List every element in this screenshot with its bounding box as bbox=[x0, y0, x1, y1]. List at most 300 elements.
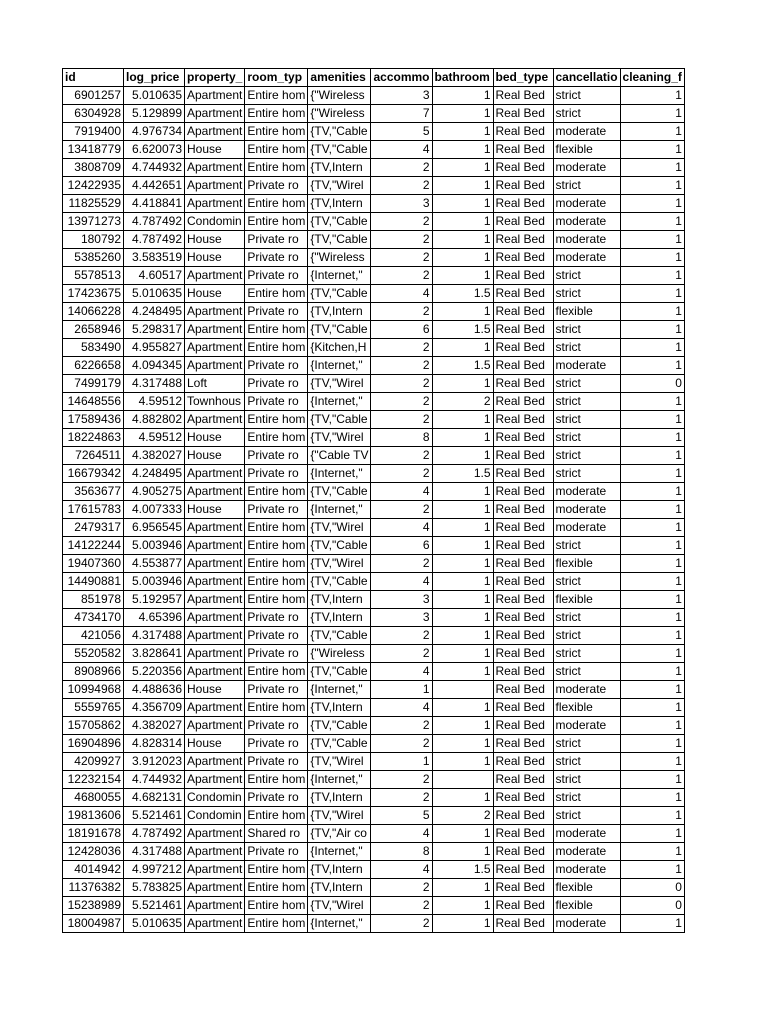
cell-cleaning-fee[interactable]: 1 bbox=[620, 159, 684, 177]
cell-amenities[interactable]: {"Wireless bbox=[308, 249, 371, 267]
cell-cleaning-fee[interactable]: 1 bbox=[620, 555, 684, 573]
cell-room-type[interactable]: Entire hom bbox=[245, 771, 308, 789]
cell-cleaning-fee[interactable]: 1 bbox=[620, 519, 684, 537]
cell-bathrooms[interactable]: 1 bbox=[432, 213, 493, 231]
cell-property-type[interactable]: Apartment bbox=[185, 465, 245, 483]
cell-bathrooms[interactable]: 1 bbox=[432, 789, 493, 807]
cell-id[interactable]: 14122244 bbox=[63, 537, 124, 555]
cell-log-price[interactable]: 4.955827 bbox=[124, 339, 185, 357]
cell-bathrooms[interactable]: 2 bbox=[432, 807, 493, 825]
cell-log-price[interactable]: 4.828314 bbox=[124, 735, 185, 753]
cell-amenities[interactable]: {TV,"Cable bbox=[308, 411, 371, 429]
cell-bed-type[interactable]: Real Bed bbox=[493, 393, 553, 411]
cell-room-type[interactable]: Entire hom bbox=[245, 861, 308, 879]
cell-accommodates[interactable]: 2 bbox=[371, 357, 432, 375]
cell-amenities[interactable]: {Internet," bbox=[308, 393, 371, 411]
cell-amenities[interactable]: {TV,"Wirel bbox=[308, 375, 371, 393]
cell-cancellation-policy[interactable]: strict bbox=[553, 627, 620, 645]
cell-bed-type[interactable]: Real Bed bbox=[493, 573, 553, 591]
cell-room-type[interactable]: Entire hom bbox=[245, 321, 308, 339]
cell-id[interactable]: 14490881 bbox=[63, 573, 124, 591]
cell-amenities[interactable]: {TV,"Cable bbox=[308, 123, 371, 141]
cell-bed-type[interactable]: Real Bed bbox=[493, 609, 553, 627]
cell-room-type[interactable]: Private ro bbox=[245, 501, 308, 519]
cell-log-price[interactable]: 4.356709 bbox=[124, 699, 185, 717]
cell-bathrooms[interactable]: 1 bbox=[432, 501, 493, 519]
cell-cleaning-fee[interactable]: 1 bbox=[620, 915, 684, 933]
cell-amenities[interactable]: {TV,"Cable bbox=[308, 717, 371, 735]
cell-bed-type[interactable]: Real Bed bbox=[493, 735, 553, 753]
cell-cleaning-fee[interactable]: 1 bbox=[620, 501, 684, 519]
cell-property-type[interactable]: Apartment bbox=[185, 753, 245, 771]
cell-room-type[interactable]: Private ro bbox=[245, 609, 308, 627]
cell-room-type[interactable]: Private ro bbox=[245, 645, 308, 663]
cell-amenities[interactable]: {TV,"Cable bbox=[308, 141, 371, 159]
cell-accommodates[interactable]: 4 bbox=[371, 861, 432, 879]
cell-id[interactable]: 5559765 bbox=[63, 699, 124, 717]
cell-bathrooms[interactable]: 1 bbox=[432, 105, 493, 123]
cell-room-type[interactable]: Private ro bbox=[245, 231, 308, 249]
cell-property-type[interactable]: Apartment bbox=[185, 519, 245, 537]
cell-id[interactable]: 18004987 bbox=[63, 915, 124, 933]
cell-room-type[interactable]: Entire hom bbox=[245, 339, 308, 357]
cell-property-type[interactable]: Apartment bbox=[185, 267, 245, 285]
cell-amenities[interactable]: {TV,Intern bbox=[308, 303, 371, 321]
cell-log-price[interactable]: 5.129899 bbox=[124, 105, 185, 123]
cell-room-type[interactable]: Entire hom bbox=[245, 537, 308, 555]
cell-room-type[interactable]: Entire hom bbox=[245, 807, 308, 825]
cell-amenities[interactable]: {Internet," bbox=[308, 771, 371, 789]
cell-room-type[interactable]: Private ro bbox=[245, 177, 308, 195]
cell-accommodates[interactable]: 3 bbox=[371, 591, 432, 609]
cell-cancellation-policy[interactable]: strict bbox=[553, 807, 620, 825]
cell-cancellation-policy[interactable]: moderate bbox=[553, 519, 620, 537]
cell-amenities[interactable]: {TV,"Wirel bbox=[308, 807, 371, 825]
cell-cancellation-policy[interactable]: moderate bbox=[553, 717, 620, 735]
column-header-bed-type[interactable]: bed_type bbox=[493, 69, 553, 87]
cell-cleaning-fee[interactable]: 1 bbox=[620, 663, 684, 681]
cell-property-type[interactable]: House bbox=[185, 141, 245, 159]
cell-accommodates[interactable]: 2 bbox=[371, 267, 432, 285]
cell-bed-type[interactable]: Real Bed bbox=[493, 375, 553, 393]
cell-property-type[interactable]: Apartment bbox=[185, 771, 245, 789]
column-header-property-type[interactable]: property_ bbox=[185, 69, 245, 87]
cell-id[interactable]: 16679342 bbox=[63, 465, 124, 483]
cell-bathrooms[interactable]: 1 bbox=[432, 231, 493, 249]
cell-room-type[interactable]: Entire hom bbox=[245, 915, 308, 933]
cell-cancellation-policy[interactable]: flexible bbox=[553, 303, 620, 321]
cell-room-type[interactable]: Entire hom bbox=[245, 483, 308, 501]
cell-cleaning-fee[interactable]: 1 bbox=[620, 411, 684, 429]
cell-bathrooms[interactable]: 1 bbox=[432, 519, 493, 537]
cell-bathrooms[interactable]: 1 bbox=[432, 699, 493, 717]
cell-cancellation-policy[interactable]: strict bbox=[553, 609, 620, 627]
cell-log-price[interactable]: 4.007333 bbox=[124, 501, 185, 519]
cell-bed-type[interactable]: Real Bed bbox=[493, 87, 553, 105]
column-header-log-price[interactable]: log_price bbox=[124, 69, 185, 87]
cell-accommodates[interactable]: 2 bbox=[371, 393, 432, 411]
cell-property-type[interactable]: Apartment bbox=[185, 825, 245, 843]
cell-cleaning-fee[interactable]: 1 bbox=[620, 573, 684, 591]
cell-id[interactable]: 19407360 bbox=[63, 555, 124, 573]
cell-cancellation-policy[interactable]: strict bbox=[553, 645, 620, 663]
cell-bathrooms[interactable]: 1 bbox=[432, 375, 493, 393]
cell-accommodates[interactable]: 2 bbox=[371, 717, 432, 735]
cell-property-type[interactable]: Apartment bbox=[185, 915, 245, 933]
cell-accommodates[interactable]: 3 bbox=[371, 609, 432, 627]
cell-bathrooms[interactable]: 1 bbox=[432, 87, 493, 105]
cell-property-type[interactable]: House bbox=[185, 681, 245, 699]
cell-property-type[interactable]: Apartment bbox=[185, 897, 245, 915]
cell-accommodates[interactable]: 2 bbox=[371, 771, 432, 789]
cell-accommodates[interactable]: 2 bbox=[371, 411, 432, 429]
cell-property-type[interactable]: Apartment bbox=[185, 195, 245, 213]
cell-bathrooms[interactable]: 1.5 bbox=[432, 357, 493, 375]
cell-cleaning-fee[interactable]: 1 bbox=[620, 699, 684, 717]
cell-cleaning-fee[interactable]: 1 bbox=[620, 627, 684, 645]
cell-cleaning-fee[interactable]: 1 bbox=[620, 717, 684, 735]
cell-cleaning-fee[interactable]: 1 bbox=[620, 267, 684, 285]
cell-bathrooms[interactable]: 1 bbox=[432, 123, 493, 141]
cell-cancellation-policy[interactable]: moderate bbox=[553, 843, 620, 861]
cell-cleaning-fee[interactable]: 1 bbox=[620, 357, 684, 375]
cell-bathrooms[interactable]: 1 bbox=[432, 249, 493, 267]
cell-bathrooms[interactable]: 1.5 bbox=[432, 465, 493, 483]
column-header-id[interactable]: id bbox=[63, 69, 124, 87]
cell-property-type[interactable]: House bbox=[185, 735, 245, 753]
cell-id[interactable]: 19813606 bbox=[63, 807, 124, 825]
cell-amenities[interactable]: {TV,"Wirel bbox=[308, 555, 371, 573]
cell-cleaning-fee[interactable]: 0 bbox=[620, 375, 684, 393]
cell-cleaning-fee[interactable]: 1 bbox=[620, 141, 684, 159]
cell-cancellation-policy[interactable]: strict bbox=[553, 285, 620, 303]
cell-room-type[interactable]: Private ro bbox=[245, 267, 308, 285]
cell-cancellation-policy[interactable]: strict bbox=[553, 447, 620, 465]
cell-amenities[interactable]: {Kitchen,H bbox=[308, 339, 371, 357]
cell-bathrooms[interactable]: 1 bbox=[432, 591, 493, 609]
cell-id[interactable]: 13971273 bbox=[63, 213, 124, 231]
cell-property-type[interactable]: Apartment bbox=[185, 591, 245, 609]
cell-property-type[interactable]: Apartment bbox=[185, 411, 245, 429]
cell-id[interactable]: 7264511 bbox=[63, 447, 124, 465]
cell-bathrooms[interactable]: 1 bbox=[432, 555, 493, 573]
cell-log-price[interactable]: 4.787492 bbox=[124, 213, 185, 231]
cell-accommodates[interactable]: 2 bbox=[371, 231, 432, 249]
cell-cancellation-policy[interactable]: strict bbox=[553, 393, 620, 411]
cell-amenities[interactable]: {TV,Intern bbox=[308, 159, 371, 177]
column-header-cancellation-policy[interactable]: cancellatio bbox=[553, 69, 620, 87]
cell-bathrooms[interactable]: 1 bbox=[432, 609, 493, 627]
cell-accommodates[interactable]: 2 bbox=[371, 339, 432, 357]
cell-id[interactable]: 583490 bbox=[63, 339, 124, 357]
cell-bed-type[interactable]: Real Bed bbox=[493, 825, 553, 843]
cell-cancellation-policy[interactable]: flexible bbox=[553, 555, 620, 573]
cell-property-type[interactable]: Apartment bbox=[185, 123, 245, 141]
cell-bathrooms[interactable]: 1.5 bbox=[432, 861, 493, 879]
cell-property-type[interactable]: Apartment bbox=[185, 87, 245, 105]
cell-bathrooms[interactable]: 1 bbox=[432, 645, 493, 663]
cell-bed-type[interactable]: Real Bed bbox=[493, 699, 553, 717]
cell-bed-type[interactable]: Real Bed bbox=[493, 123, 553, 141]
cell-amenities[interactable]: {Internet," bbox=[308, 465, 371, 483]
cell-cleaning-fee[interactable]: 1 bbox=[620, 339, 684, 357]
cell-property-type[interactable]: Apartment bbox=[185, 717, 245, 735]
cell-bathrooms[interactable]: 1 bbox=[432, 627, 493, 645]
cell-bathrooms[interactable]: 1 bbox=[432, 879, 493, 897]
cell-accommodates[interactable]: 6 bbox=[371, 321, 432, 339]
cell-amenities[interactable]: {TV,"Cable bbox=[308, 627, 371, 645]
cell-id[interactable]: 7919400 bbox=[63, 123, 124, 141]
cell-accommodates[interactable]: 2 bbox=[371, 447, 432, 465]
cell-property-type[interactable]: Apartment bbox=[185, 339, 245, 357]
cell-bed-type[interactable]: Real Bed bbox=[493, 501, 553, 519]
cell-id[interactable]: 6304928 bbox=[63, 105, 124, 123]
cell-log-price[interactable]: 4.382027 bbox=[124, 447, 185, 465]
cell-id[interactable]: 11825529 bbox=[63, 195, 124, 213]
cell-accommodates[interactable]: 2 bbox=[371, 249, 432, 267]
cell-property-type[interactable]: Apartment bbox=[185, 537, 245, 555]
cell-accommodates[interactable]: 4 bbox=[371, 483, 432, 501]
cell-bathrooms[interactable]: 1 bbox=[432, 303, 493, 321]
cell-id[interactable]: 3563677 bbox=[63, 483, 124, 501]
cell-room-type[interactable]: Private ro bbox=[245, 249, 308, 267]
cell-cleaning-fee[interactable]: 1 bbox=[620, 303, 684, 321]
cell-bathrooms[interactable]: 1 bbox=[432, 141, 493, 159]
cell-room-type[interactable]: Entire hom bbox=[245, 897, 308, 915]
cell-id[interactable]: 421056 bbox=[63, 627, 124, 645]
cell-accommodates[interactable]: 2 bbox=[371, 645, 432, 663]
cell-amenities[interactable]: {Internet," bbox=[308, 681, 371, 699]
cell-accommodates[interactable]: 2 bbox=[371, 627, 432, 645]
cell-bed-type[interactable]: Real Bed bbox=[493, 285, 553, 303]
cell-log-price[interactable]: 6.620073 bbox=[124, 141, 185, 159]
cell-cancellation-policy[interactable]: flexible bbox=[553, 141, 620, 159]
cell-cancellation-policy[interactable]: moderate bbox=[553, 501, 620, 519]
cell-id[interactable]: 5520582 bbox=[63, 645, 124, 663]
cell-log-price[interactable]: 4.744932 bbox=[124, 159, 185, 177]
cell-cancellation-policy[interactable]: strict bbox=[553, 411, 620, 429]
cell-bed-type[interactable]: Real Bed bbox=[493, 213, 553, 231]
cell-accommodates[interactable]: 8 bbox=[371, 429, 432, 447]
cell-property-type[interactable]: House bbox=[185, 285, 245, 303]
cell-room-type[interactable]: Shared ro bbox=[245, 825, 308, 843]
cell-accommodates[interactable]: 1 bbox=[371, 681, 432, 699]
cell-bed-type[interactable]: Real Bed bbox=[493, 195, 553, 213]
cell-amenities[interactable]: {TV,"Cable bbox=[308, 573, 371, 591]
cell-log-price[interactable]: 4.317488 bbox=[124, 627, 185, 645]
cell-bathrooms[interactable] bbox=[432, 771, 493, 789]
cell-room-type[interactable]: Entire hom bbox=[245, 699, 308, 717]
cell-property-type[interactable]: Apartment bbox=[185, 555, 245, 573]
cell-property-type[interactable]: Apartment bbox=[185, 879, 245, 897]
cell-cancellation-policy[interactable]: strict bbox=[553, 663, 620, 681]
cell-cleaning-fee[interactable]: 1 bbox=[620, 429, 684, 447]
cell-id[interactable]: 2479317 bbox=[63, 519, 124, 537]
cell-cleaning-fee[interactable]: 1 bbox=[620, 213, 684, 231]
cell-bed-type[interactable]: Real Bed bbox=[493, 627, 553, 645]
cell-bed-type[interactable]: Real Bed bbox=[493, 843, 553, 861]
cell-property-type[interactable]: Apartment bbox=[185, 159, 245, 177]
cell-cleaning-fee[interactable]: 1 bbox=[620, 483, 684, 501]
cell-log-price[interactable]: 5.298317 bbox=[124, 321, 185, 339]
cell-amenities[interactable]: {TV,"Cable bbox=[308, 231, 371, 249]
cell-room-type[interactable]: Entire hom bbox=[245, 663, 308, 681]
cell-amenities[interactable]: {TV,Intern bbox=[308, 591, 371, 609]
cell-cleaning-fee[interactable]: 1 bbox=[620, 321, 684, 339]
cell-log-price[interactable]: 4.65396 bbox=[124, 609, 185, 627]
cell-cancellation-policy[interactable]: strict bbox=[553, 105, 620, 123]
cell-bed-type[interactable]: Real Bed bbox=[493, 663, 553, 681]
cell-property-type[interactable]: Condomin bbox=[185, 807, 245, 825]
cell-amenities[interactable]: {Internet," bbox=[308, 357, 371, 375]
cell-cancellation-policy[interactable]: strict bbox=[553, 537, 620, 555]
cell-bed-type[interactable]: Real Bed bbox=[493, 339, 553, 357]
cell-bathrooms[interactable]: 1 bbox=[432, 717, 493, 735]
cell-room-type[interactable]: Private ro bbox=[245, 465, 308, 483]
cell-cancellation-policy[interactable]: moderate bbox=[553, 861, 620, 879]
cell-bathrooms[interactable]: 1 bbox=[432, 825, 493, 843]
cell-amenities[interactable]: {Internet," bbox=[308, 915, 371, 933]
cell-bed-type[interactable]: Real Bed bbox=[493, 447, 553, 465]
cell-property-type[interactable]: Apartment bbox=[185, 303, 245, 321]
cell-accommodates[interactable]: 2 bbox=[371, 465, 432, 483]
cell-room-type[interactable]: Private ro bbox=[245, 753, 308, 771]
cell-id[interactable]: 2658946 bbox=[63, 321, 124, 339]
cell-log-price[interactable]: 4.997212 bbox=[124, 861, 185, 879]
cell-accommodates[interactable]: 4 bbox=[371, 825, 432, 843]
cell-amenities[interactable]: {TV,"Cable bbox=[308, 735, 371, 753]
cell-property-type[interactable]: Townhous bbox=[185, 393, 245, 411]
column-header-bathrooms[interactable]: bathroom bbox=[432, 69, 493, 87]
cell-accommodates[interactable]: 7 bbox=[371, 105, 432, 123]
cell-id[interactable]: 15238989 bbox=[63, 897, 124, 915]
cell-room-type[interactable]: Entire hom bbox=[245, 555, 308, 573]
cell-room-type[interactable]: Entire hom bbox=[245, 87, 308, 105]
cell-amenities[interactable]: {TV,"Wirel bbox=[308, 897, 371, 915]
cell-log-price[interactable]: 4.976734 bbox=[124, 123, 185, 141]
cell-accommodates[interactable]: 2 bbox=[371, 879, 432, 897]
cell-cleaning-fee[interactable]: 1 bbox=[620, 105, 684, 123]
cell-log-price[interactable]: 5.010635 bbox=[124, 915, 185, 933]
cell-amenities[interactable]: {"Cable TV bbox=[308, 447, 371, 465]
cell-bathrooms[interactable]: 1 bbox=[432, 897, 493, 915]
cell-accommodates[interactable]: 5 bbox=[371, 123, 432, 141]
cell-log-price[interactable]: 4.418841 bbox=[124, 195, 185, 213]
cell-bed-type[interactable]: Real Bed bbox=[493, 645, 553, 663]
cell-bed-type[interactable]: Real Bed bbox=[493, 483, 553, 501]
cell-bed-type[interactable]: Real Bed bbox=[493, 177, 553, 195]
cell-bed-type[interactable]: Real Bed bbox=[493, 249, 553, 267]
cell-id[interactable]: 16904896 bbox=[63, 735, 124, 753]
cell-cleaning-fee[interactable]: 0 bbox=[620, 879, 684, 897]
cell-room-type[interactable]: Entire hom bbox=[245, 573, 308, 591]
cell-cancellation-policy[interactable]: moderate bbox=[553, 915, 620, 933]
cell-bed-type[interactable]: Real Bed bbox=[493, 879, 553, 897]
cell-id[interactable]: 4014942 bbox=[63, 861, 124, 879]
cell-amenities[interactable]: {TV,"Wirel bbox=[308, 753, 371, 771]
cell-accommodates[interactable]: 2 bbox=[371, 555, 432, 573]
cell-id[interactable]: 5385260 bbox=[63, 249, 124, 267]
cell-id[interactable]: 15705862 bbox=[63, 717, 124, 735]
cell-cleaning-fee[interactable]: 1 bbox=[620, 285, 684, 303]
cell-amenities[interactable]: {TV,"Wirel bbox=[308, 177, 371, 195]
cell-property-type[interactable]: Apartment bbox=[185, 573, 245, 591]
cell-cancellation-policy[interactable]: strict bbox=[553, 771, 620, 789]
cell-cleaning-fee[interactable]: 1 bbox=[620, 591, 684, 609]
cell-cleaning-fee[interactable]: 1 bbox=[620, 735, 684, 753]
cell-bed-type[interactable]: Real Bed bbox=[493, 465, 553, 483]
cell-log-price[interactable]: 3.583519 bbox=[124, 249, 185, 267]
cell-id[interactable]: 17423675 bbox=[63, 285, 124, 303]
cell-room-type[interactable]: Private ro bbox=[245, 393, 308, 411]
cell-amenities[interactable]: {TV,Intern bbox=[308, 195, 371, 213]
cell-bathrooms[interactable] bbox=[432, 681, 493, 699]
cell-bed-type[interactable]: Real Bed bbox=[493, 861, 553, 879]
cell-amenities[interactable]: {TV,"Cable bbox=[308, 321, 371, 339]
cell-property-type[interactable]: Apartment bbox=[185, 609, 245, 627]
cell-id[interactable]: 180792 bbox=[63, 231, 124, 249]
cell-cancellation-policy[interactable]: moderate bbox=[553, 249, 620, 267]
cell-bathrooms[interactable]: 1 bbox=[432, 573, 493, 591]
cell-property-type[interactable]: House bbox=[185, 501, 245, 519]
cell-cleaning-fee[interactable]: 1 bbox=[620, 645, 684, 663]
cell-cancellation-policy[interactable]: moderate bbox=[553, 681, 620, 699]
cell-amenities[interactable]: {TV,Intern bbox=[308, 861, 371, 879]
cell-cleaning-fee[interactable]: 1 bbox=[620, 753, 684, 771]
cell-id[interactable]: 4734170 bbox=[63, 609, 124, 627]
cell-cleaning-fee[interactable]: 1 bbox=[620, 177, 684, 195]
cell-amenities[interactable]: {"Wireless bbox=[308, 645, 371, 663]
cell-log-price[interactable]: 5.521461 bbox=[124, 897, 185, 915]
cell-amenities[interactable]: {TV,"Cable bbox=[308, 663, 371, 681]
cell-amenities[interactable]: {TV,Intern bbox=[308, 789, 371, 807]
cell-cancellation-policy[interactable]: moderate bbox=[553, 159, 620, 177]
cell-id[interactable]: 7499179 bbox=[63, 375, 124, 393]
cell-accommodates[interactable]: 2 bbox=[371, 897, 432, 915]
cell-cleaning-fee[interactable]: 1 bbox=[620, 249, 684, 267]
cell-cleaning-fee[interactable]: 1 bbox=[620, 609, 684, 627]
cell-room-type[interactable]: Entire hom bbox=[245, 285, 308, 303]
cell-cleaning-fee[interactable]: 1 bbox=[620, 465, 684, 483]
cell-property-type[interactable]: Apartment bbox=[185, 627, 245, 645]
cell-id[interactable]: 851978 bbox=[63, 591, 124, 609]
cell-id[interactable]: 3808709 bbox=[63, 159, 124, 177]
cell-amenities[interactable]: {TV,"Cable bbox=[308, 285, 371, 303]
cell-room-type[interactable]: Private ro bbox=[245, 843, 308, 861]
cell-bed-type[interactable]: Real Bed bbox=[493, 429, 553, 447]
cell-log-price[interactable]: 4.60517 bbox=[124, 267, 185, 285]
cell-cancellation-policy[interactable]: flexible bbox=[553, 591, 620, 609]
cell-cancellation-policy[interactable]: strict bbox=[553, 465, 620, 483]
cell-property-type[interactable]: House bbox=[185, 231, 245, 249]
cell-accommodates[interactable]: 2 bbox=[371, 303, 432, 321]
cell-accommodates[interactable]: 2 bbox=[371, 375, 432, 393]
cell-log-price[interactable]: 4.59512 bbox=[124, 393, 185, 411]
cell-accommodates[interactable]: 5 bbox=[371, 807, 432, 825]
cell-cancellation-policy[interactable]: strict bbox=[553, 789, 620, 807]
cell-log-price[interactable]: 4.744932 bbox=[124, 771, 185, 789]
cell-bathrooms[interactable]: 1 bbox=[432, 267, 493, 285]
cell-room-type[interactable]: Private ro bbox=[245, 357, 308, 375]
cell-bed-type[interactable]: Real Bed bbox=[493, 303, 553, 321]
cell-id[interactable]: 14648556 bbox=[63, 393, 124, 411]
cell-accommodates[interactable]: 4 bbox=[371, 141, 432, 159]
cell-bathrooms[interactable]: 1 bbox=[432, 177, 493, 195]
cell-bathrooms[interactable]: 1 bbox=[432, 429, 493, 447]
cell-bathrooms[interactable]: 1.5 bbox=[432, 285, 493, 303]
cell-bed-type[interactable]: Real Bed bbox=[493, 159, 553, 177]
cell-log-price[interactable]: 5.521461 bbox=[124, 807, 185, 825]
